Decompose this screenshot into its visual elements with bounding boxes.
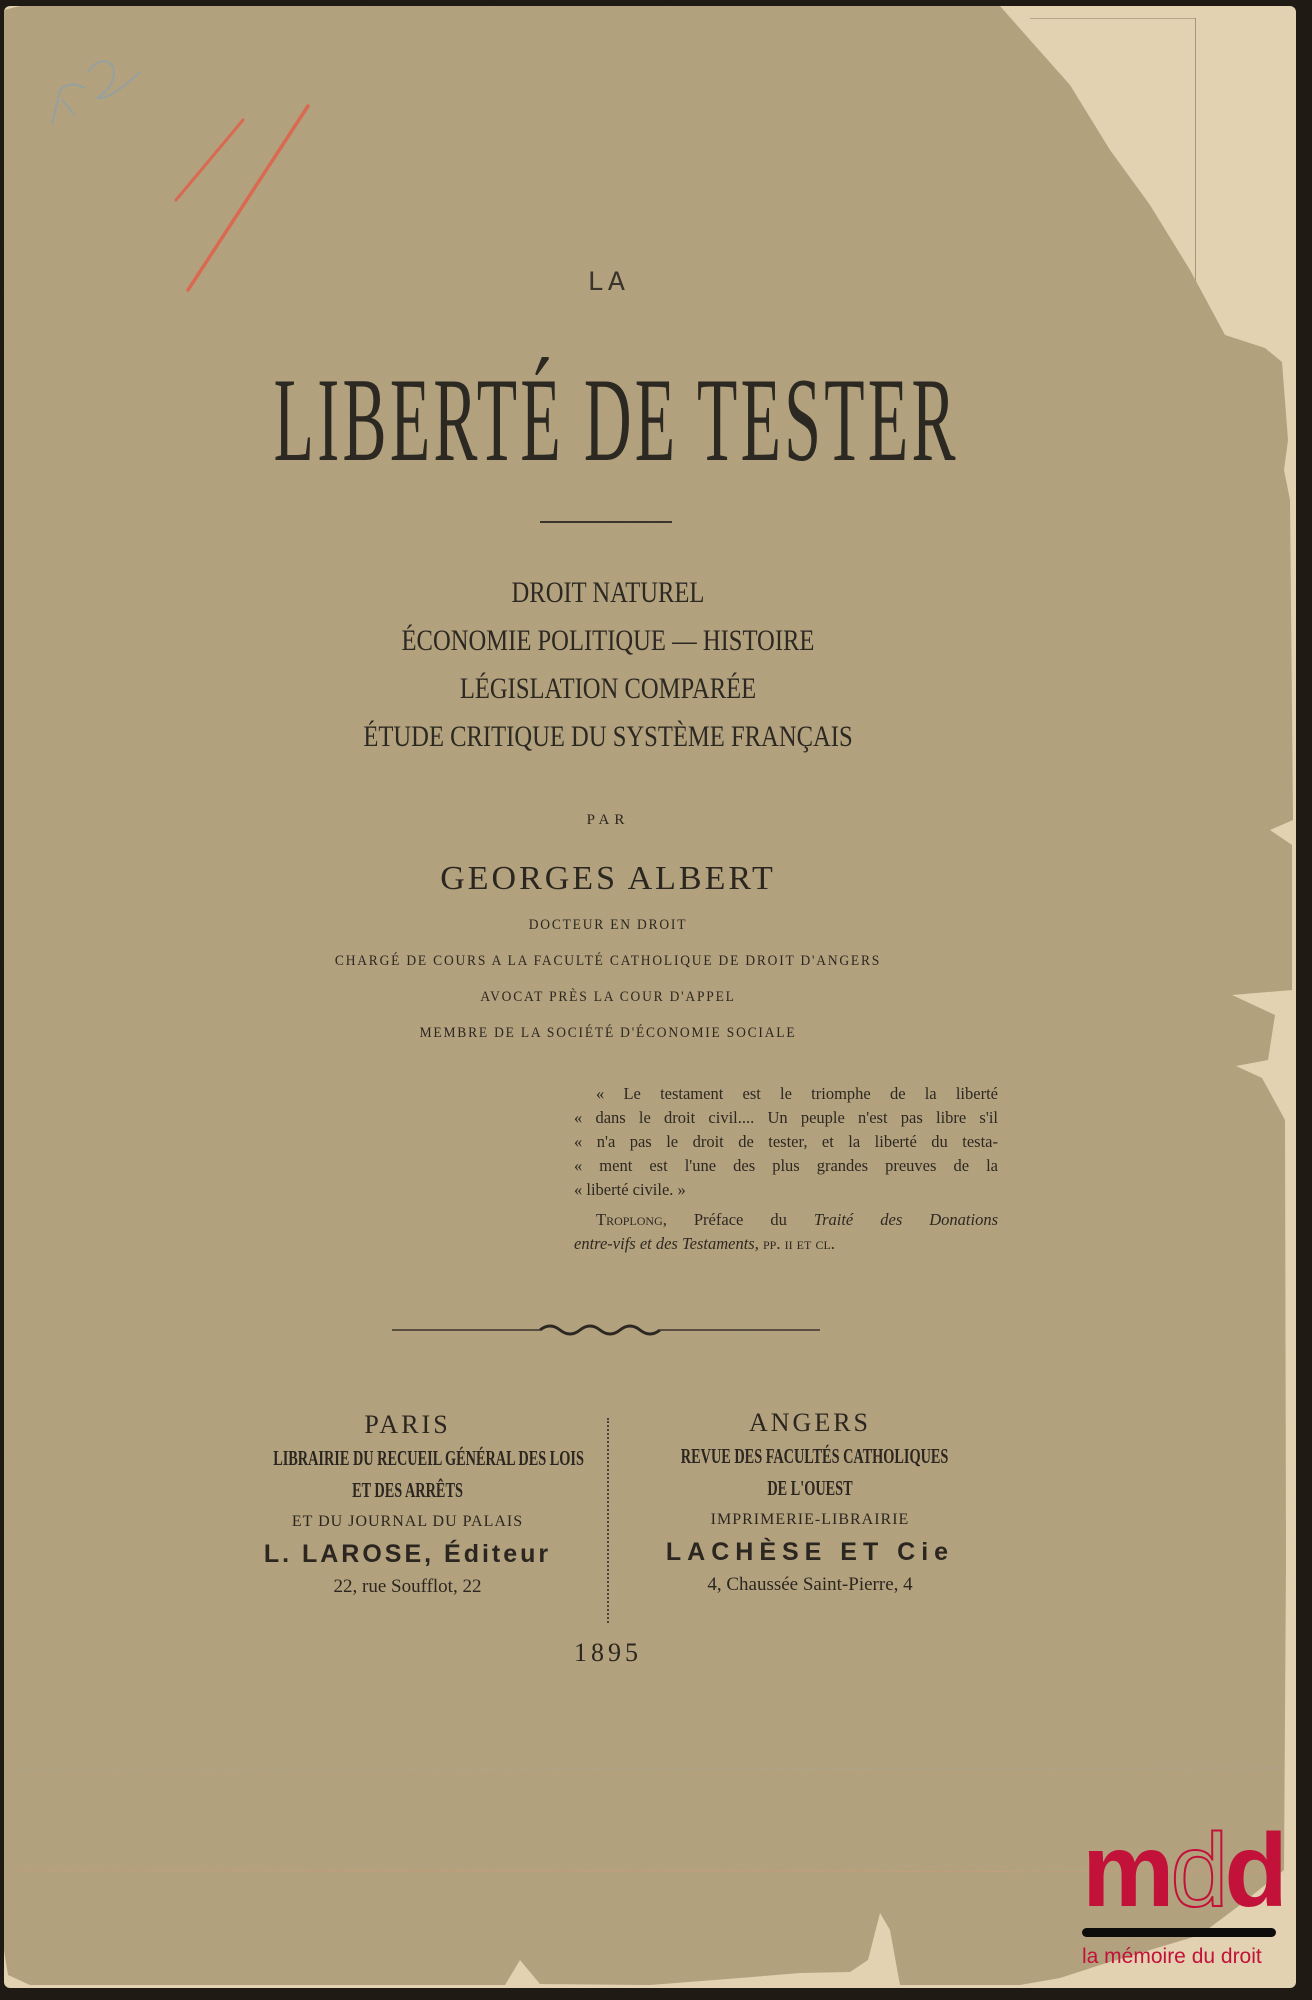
logo-bar — [1082, 1928, 1276, 1937]
publisher-address: 4, Chaussée Saint-Pierre, 4 — [707, 1574, 913, 1595]
attribution-work: entre-vifs et des Testaments — [574, 1234, 755, 1253]
red-pencil-stroke — [188, 106, 308, 290]
epigraph-line: « liberté civile. » — [574, 1180, 686, 1199]
epigraph-attribution — [574, 1208, 998, 1232]
author-credential: AVOCAT PRÈS LA COUR D'APPEL — [480, 989, 736, 1005]
attribution-work: Traité des Donations — [813, 1210, 998, 1229]
publisher-line: IMPRIMERIE-LIBRAIRIE — [710, 1511, 910, 1528]
publisher-name: L. LAROSE, Éditeur — [263, 1540, 552, 1568]
epigraph-line: « dans le droit civil.... Un peuple n'est pas libre s'il — [574, 1108, 998, 1127]
epigraph-attribution-cont — [574, 1232, 998, 1256]
publisher-line: ET DES ARRÊTS — [352, 1478, 463, 1502]
by-label: PAR — [586, 812, 630, 828]
epigraph — [574, 1082, 998, 1256]
publisher-line: ET DU JOURNAL DU PALAIS — [291, 1513, 524, 1530]
publisher-line: REVUE DES FACULTÉS CATHOLIQUES — [680, 1444, 949, 1468]
publisher-address: 22, rue Soufflot, 22 — [333, 1576, 482, 1597]
publisher-line: LIBRAIRIE DU RECUEIL GÉNÉRAL DES LOIS — [273, 1446, 584, 1470]
subtitle-line: ÉTUDE CRITIQUE DU SYSTÈME FRANÇAIS — [363, 720, 853, 753]
subtitle-line: LÉGISLATION COMPARÉE — [459, 672, 757, 705]
title-prefix: LA — [587, 268, 629, 299]
author-credential: CHARGÉ DE COURS A LA FACULTÉ CATHOLIQUE DE DROIT D'ANGERS — [334, 953, 882, 969]
logo-tagline: la mémoire du droit — [1082, 1945, 1262, 1968]
publisher-name: LACHÈSE ET Cie — [665, 1538, 955, 1566]
wavy-ornament-rule — [390, 1318, 830, 1342]
publisher-paris — [210, 1410, 605, 1598]
epigraph-line: « ment est l'une des plus grandes preuves de la — [574, 1156, 998, 1175]
title-rule — [540, 521, 672, 523]
publisher-city: ANGERS — [748, 1408, 871, 1437]
publisher-divider — [607, 1418, 609, 1623]
mdd-logo-mark: mdd — [1082, 1813, 1284, 1929]
epigraph-line: « n'a pas le droit de tester, et la liberté du testa- — [574, 1132, 998, 1151]
book-title: LIBERTÉ DE TESTER — [273, 353, 959, 486]
mdd-watermark-logo — [1082, 1813, 1284, 1969]
publisher-city: PARIS — [364, 1410, 451, 1439]
subtitle-line: DROIT NATUREL — [511, 576, 705, 609]
blue-pencil-number — [52, 61, 140, 125]
red-pencil-stroke — [176, 120, 243, 200]
attribution-pages: , pp. ii et cl. — [754, 1234, 835, 1253]
publication-year: 1895 — [574, 1638, 642, 1667]
author-credential: MEMBRE DE LA SOCIÉTÉ D'ÉCONOMIE SOCIALE — [419, 1025, 797, 1041]
publisher-line: DE L'OUEST — [767, 1476, 853, 1500]
attribution-text: , Préface du — [662, 1210, 814, 1229]
author-name: GEORGES ALBERT — [440, 860, 776, 897]
subtitle-line: ÉCONOMIE POLITIQUE — HISTOIRE — [401, 624, 815, 657]
author-credential: DOCTEUR EN DROIT — [528, 917, 688, 933]
publisher-angers — [620, 1408, 1000, 1596]
attribution-author: Troplong — [596, 1210, 663, 1229]
epigraph-line: « Le testament est le triomphe de la liberté — [596, 1084, 998, 1103]
